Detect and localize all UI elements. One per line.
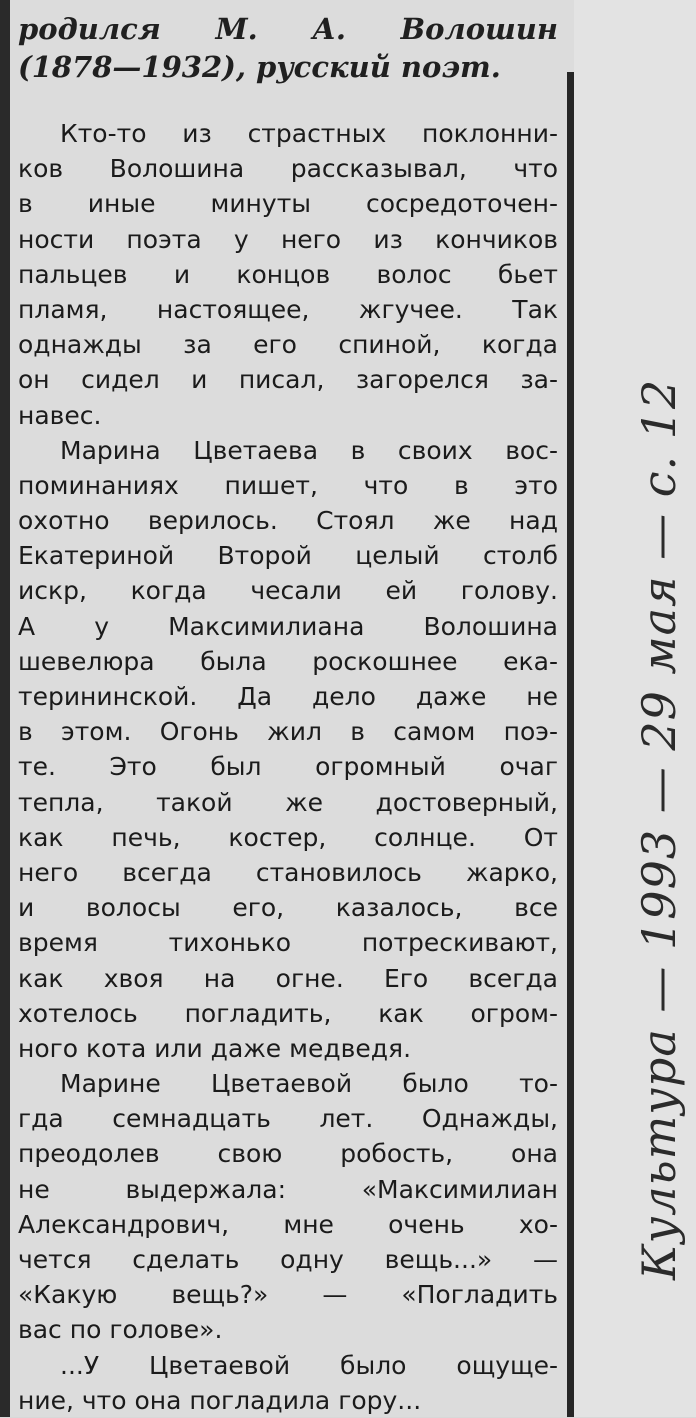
text-line: навес. (18, 400, 102, 430)
text-line: вас по голове». (18, 1315, 223, 1345)
text-line: Марина Цветаева в своих вос- (60, 435, 558, 465)
text-line: поминаниях пишет, что в это (18, 470, 558, 500)
text-line: хотелось погладить, как огром- (18, 998, 558, 1028)
text-line: он сидел и писал, загорелся за- (18, 365, 558, 395)
text-line: те. Это был огромный очаг (18, 752, 558, 782)
text-line: него всегда становилось жарко, (18, 857, 558, 887)
text-line: как печь, костер, солнце. От (18, 822, 558, 852)
text-line: ности поэта у него из кончиков (18, 224, 558, 254)
paragraph (18, 1348, 558, 1418)
text-line: как хвоя на огне. Его всегда (18, 963, 558, 993)
text-line: Екатериной Второй целый столб (18, 541, 558, 571)
article-body (18, 116, 558, 1418)
text-line: преодолев свою робость, она (18, 1139, 558, 1169)
text-line: в иные минуты сосредоточен- (18, 189, 558, 219)
paragraph (18, 116, 558, 433)
paragraph (18, 1066, 558, 1348)
text-line: Кто-то из страстных поклонни- (60, 119, 558, 148)
text-line: Александрович, мне очень хо- (18, 1209, 558, 1239)
text-line: однажды за его спиной, когда (18, 330, 558, 360)
text-line: гда семнадцать лет. Однажды, (18, 1104, 558, 1134)
left-edge-shadow (0, 0, 10, 1417)
text-line: «Какую вещь?» — «Погладить (18, 1280, 558, 1310)
article (18, 10, 558, 1418)
text-line: чется сделать одну вещь...» — (18, 1245, 558, 1274)
text-line: пламя, настоящее, жгучее. Так (18, 294, 558, 324)
text-line: шевелюра была роскошнее ека- (18, 646, 558, 676)
text-line: ние, что она погладила гору... (18, 1385, 422, 1415)
text-line: тепла, такой же достоверный, (18, 787, 558, 817)
text-line: ного кота или даже медведя. (18, 1033, 412, 1063)
headline (18, 10, 558, 86)
text-line: ков Волошина рассказывал, что (18, 154, 558, 184)
text-line: пальцев и концов волос бьет (18, 259, 558, 289)
handwritten-source-note: Культура — 1993 — 29 мая — с. 12 (632, 378, 686, 1280)
headline-line: (1878—1932), русский поэт. (18, 50, 501, 84)
text-line: Марине Цветаевой было то- (60, 1069, 558, 1099)
headline-line: родился М. А. Волошин (18, 12, 558, 46)
text-line: не выдержала: «Максимилиан (18, 1174, 558, 1204)
text-line: ...У Цветаевой было ощуще- (60, 1350, 558, 1380)
text-line: А у Максимилиана Волошина (18, 611, 558, 641)
paragraph (18, 433, 558, 1066)
text-line: время тихонько потрескивают, (18, 928, 558, 958)
text-line: охотно верилось. Стоял же над (18, 506, 558, 536)
text-line: терининской. Да дело даже не (18, 682, 558, 711)
text-line: искр, когда чесали ей голову. (18, 576, 558, 606)
text-line: в этом. Огонь жил в самом поэ- (18, 717, 558, 747)
column-rule (567, 72, 574, 1417)
text-line: и волосы его, казалось, все (18, 893, 558, 923)
